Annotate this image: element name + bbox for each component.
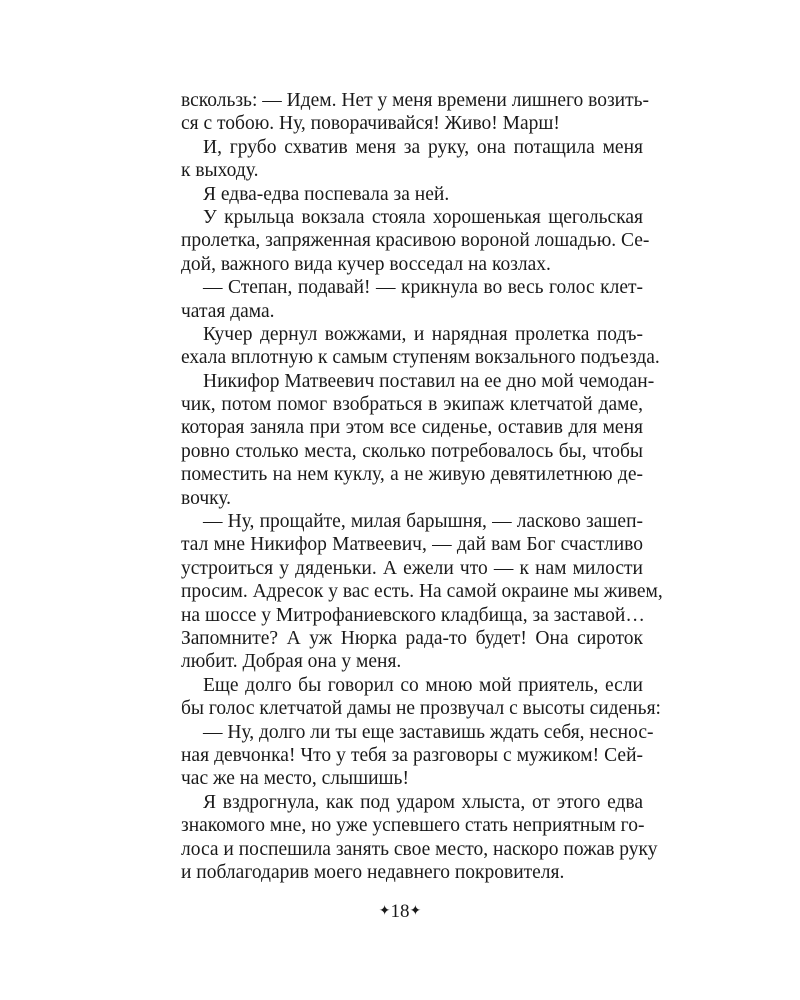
text-line: на шоссе у Митрофаниевского кладбища, за заставой… [181, 604, 645, 626]
text-line: ся с тобою. Ну, поворачивайся! Живо! Марш! [181, 113, 560, 135]
text-line: Запомните? А уж Нюрка рада-то будет! Она сироток [181, 627, 643, 649]
text-line: знакомого мне, но уже успевшего стать неприятным го- [181, 815, 645, 837]
page-number [0, 901, 800, 923]
text-line: поместить на нем куклу, а не живую девятилетнюю де- [181, 464, 643, 486]
text-line: У крыльца вокзала стояла хорошенькая щегольская [203, 206, 643, 228]
text-line: Я вздрогнула, как под ударом хлыста, от этого едва [203, 791, 643, 813]
text-line: вскользь: — Идем. Нет у меня времени лишнего возить- [181, 90, 650, 111]
body-text [181, 89, 663, 884]
text-line: час же на место, слышишь! [181, 768, 409, 790]
text-line: устроиться у дяденьки. А ежели что — к нам милости [181, 557, 643, 579]
text-line: тал мне Никифор Матвеевич, — дай вам Бог счастливо [181, 534, 643, 556]
text-line: ехала вплотную к самым ступеням вокзального подъезда. [181, 347, 660, 369]
text-line: бы голос клетчатой дамы не прозвучал с высоты сиденья: [181, 698, 661, 720]
text-line: и поблагодарив моего недавнего покровителя. [181, 861, 565, 883]
text-line: чатая дама. [181, 300, 275, 322]
text-line: Кучер дернул вожжами, и нарядная пролетка подъ- [203, 323, 643, 345]
text-line: Никифор Матвеевич поставил на ее дно мой чемодан- [203, 370, 655, 392]
text-line: — Ну, долго ли ты еще заставишь ждать себя, неснос- [203, 721, 654, 743]
text-line: — Степан, подавай! — крикнула во весь голос клет- [203, 277, 643, 299]
text-line: ровно столько места, сколько потребовалось бы, чтобы [181, 440, 643, 462]
text-line: — Ну, прощайте, милая барышня, — ласково зашеп- [203, 511, 643, 533]
text-line: пролетка, запряженная красивою вороной лошадью. Се- [181, 230, 650, 252]
text-line: просим. Адресок у вас есть. На самой окраине мы живем, [181, 581, 663, 603]
text-line: Я едва-едва поспевала за ней. [203, 183, 450, 205]
text-line: дой, важного вида кучер восседал на козлах. [181, 253, 551, 275]
right-ornament-icon: ✦ [409, 904, 422, 919]
text-line: И, грубо схватив меня за руку, она потащила меня [203, 136, 643, 158]
page-number-value: 18 [390, 901, 410, 922]
text-line: Еще долго бы говорил со мною мой приятель, если [203, 674, 643, 696]
text-line: которая заняла при этом все сиденье, оставив для меня [181, 417, 643, 439]
left-ornament-icon: ✦ [378, 904, 391, 919]
text-line: к выходу. [181, 160, 259, 182]
text-line: лоса и поспешила занять свое место, наскоро пожав руку [181, 838, 658, 860]
text-line: любит. Добрая она у меня. [181, 651, 402, 673]
text-line: чик, потом помог взобраться в экипаж клетчатой даме, [181, 394, 643, 416]
text-line: ная девчонка! Что у тебя за разговоры с мужиком! Сей- [181, 744, 643, 766]
text-line: вочку. [181, 487, 231, 509]
